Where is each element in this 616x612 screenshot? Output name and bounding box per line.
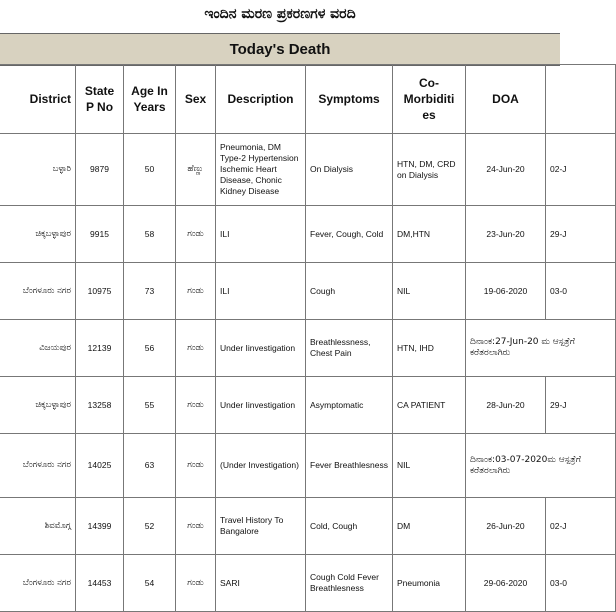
dod-cell: 02-J	[546, 498, 616, 555]
sex-cell: ಹೆಣ್ಣು	[176, 134, 216, 206]
dod-cell: 02-J	[546, 134, 616, 206]
doa-cell: 26-Jun-20	[466, 498, 546, 555]
symptoms-cell: Fever, Cough, Cold	[306, 206, 393, 263]
doa-cell: ದಿನಾಂಕ:03-07-2020ಮ ಆಸ್ಪತ್ರೆಗೆ ಕರೆತರಲಾಗಿರು	[466, 434, 616, 498]
state-p-no-cell: 12139	[76, 320, 124, 377]
district-cell: ವಿಜಯಪುರ	[0, 320, 76, 377]
table-row	[0, 434, 616, 498]
age-cell: 58	[124, 206, 176, 263]
state-p-no-cell: 14453	[76, 555, 124, 612]
age-cell: 50	[124, 134, 176, 206]
symptoms-cell: Breathlessness, Chest Pain	[306, 320, 393, 377]
description-cell: Under Iinvestigation	[216, 377, 306, 434]
symptoms-cell: On Dialysis	[306, 134, 393, 206]
header-doa: DOA	[466, 65, 546, 134]
symptoms-cell: Cold, Cough	[306, 498, 393, 555]
age-cell: 52	[124, 498, 176, 555]
state-p-no-cell: 9915	[76, 206, 124, 263]
state-p-no-cell: 14399	[76, 498, 124, 555]
dod-cell: 03-0	[546, 555, 616, 612]
district-cell: ಬೆಂಗಳೂರು ನಗರ	[0, 434, 76, 498]
state-p-no-cell: 13258	[76, 377, 124, 434]
doa-cell: 29-06-2020	[466, 555, 546, 612]
todays-death-banner: Today's Death	[0, 33, 560, 66]
table-row	[0, 377, 616, 434]
comorbidities-cell: NIL	[393, 434, 466, 498]
district-cell: ಬೆಂಗಳೂರು ನಗರ	[0, 555, 76, 612]
sex-cell: ಗಂಡು	[176, 498, 216, 555]
header-dod	[546, 65, 616, 134]
district-cell: ಬೆಂಗಳೂರು ನಗರ	[0, 263, 76, 320]
state-p-no-cell: 9879	[76, 134, 124, 206]
description-cell: SARI	[216, 555, 306, 612]
sex-cell: ಗಂಡು	[176, 555, 216, 612]
age-cell: 63	[124, 434, 176, 498]
dod-cell: 29-J	[546, 377, 616, 434]
header-row	[0, 65, 616, 134]
district-cell: ಶಿವಮೊಗ್ಗ	[0, 498, 76, 555]
doa-cell: 28-Jun-20	[466, 377, 546, 434]
comorbidities-cell: HTN, DM, CRD on Dialysis	[393, 134, 466, 206]
district-cell: ಚಿಕ್ಕಬಳ್ಳಾಪುರ	[0, 377, 76, 434]
dod-cell: 03-0	[546, 263, 616, 320]
symptoms-cell: Cough Cold Fever Breathlesness	[306, 555, 393, 612]
comorbidities-cell: Pneumonia	[393, 555, 466, 612]
table-row	[0, 206, 616, 263]
table-row	[0, 320, 616, 377]
district-cell: ಚಿಕ್ಕಬಳ್ಳಾಪುರ	[0, 206, 76, 263]
sex-cell: ಗಂಡು	[176, 263, 216, 320]
header-district: District	[0, 65, 76, 134]
sex-cell: ಗಂಡು	[176, 206, 216, 263]
age-cell: 73	[124, 263, 176, 320]
symptoms-cell: Cough	[306, 263, 393, 320]
doa-cell: 24-Jun-20	[466, 134, 546, 206]
page-title: ಇಂದಿನ ಮರಣ ಪ್ರಕರಣಗಳ ವರದಿ	[204, 6, 356, 22]
state-p-no-cell: 14025	[76, 434, 124, 498]
table-row	[0, 498, 616, 555]
age-cell: 55	[124, 377, 176, 434]
sex-cell: ಗಂಡು	[176, 434, 216, 498]
header-symptoms: Symptoms	[306, 65, 393, 134]
symptoms-cell: Asymptomatic	[306, 377, 393, 434]
symptoms-cell: Fever Breathlesness	[306, 434, 393, 498]
doa-cell: ದಿನಾಂಕ:27-Jun-20 ಮ ಆಸ್ಪತ್ರೆಗೆ ಕರೆತರಲಾಗಿರು	[466, 320, 616, 377]
dod-cell: 29-J	[546, 206, 616, 263]
doa-cell: 19-06-2020	[466, 263, 546, 320]
header-age: Age In Years	[124, 65, 176, 134]
table-row	[0, 134, 616, 206]
age-cell: 56	[124, 320, 176, 377]
description-cell: Under Iinvestigation	[216, 320, 306, 377]
description-cell: (Under Investigation)	[216, 434, 306, 498]
header-sex: Sex	[176, 65, 216, 134]
comorbidities-cell: NIL	[393, 263, 466, 320]
header-comorbidities: Co-Morbiditi es	[393, 65, 466, 134]
table-row	[0, 555, 616, 612]
age-cell: 54	[124, 555, 176, 612]
sex-cell: ಗಂಡು	[176, 320, 216, 377]
comorbidities-cell: DM	[393, 498, 466, 555]
description-cell: Pneumonia, DM Type-2 Hypertension Ischemic Heart Disease, Chonic Kidney Disease	[216, 134, 306, 206]
description-cell: ILI	[216, 206, 306, 263]
header-state-p-no: State P No	[76, 65, 124, 134]
doa-cell: 23-Jun-20	[466, 206, 546, 263]
comorbidities-cell: DM,HTN	[393, 206, 466, 263]
death-report-table	[0, 64, 616, 612]
description-cell: ILI	[216, 263, 306, 320]
header-description: Description	[216, 65, 306, 134]
description-cell: Travel History To Bangalore	[216, 498, 306, 555]
sex-cell: ಗಂಡು	[176, 377, 216, 434]
table-row	[0, 263, 616, 320]
district-cell: ಬಳ್ಳಾರಿ	[0, 134, 76, 206]
comorbidities-cell: HTN, IHD	[393, 320, 466, 377]
state-p-no-cell: 10975	[76, 263, 124, 320]
comorbidities-cell: CA PATIENT	[393, 377, 466, 434]
